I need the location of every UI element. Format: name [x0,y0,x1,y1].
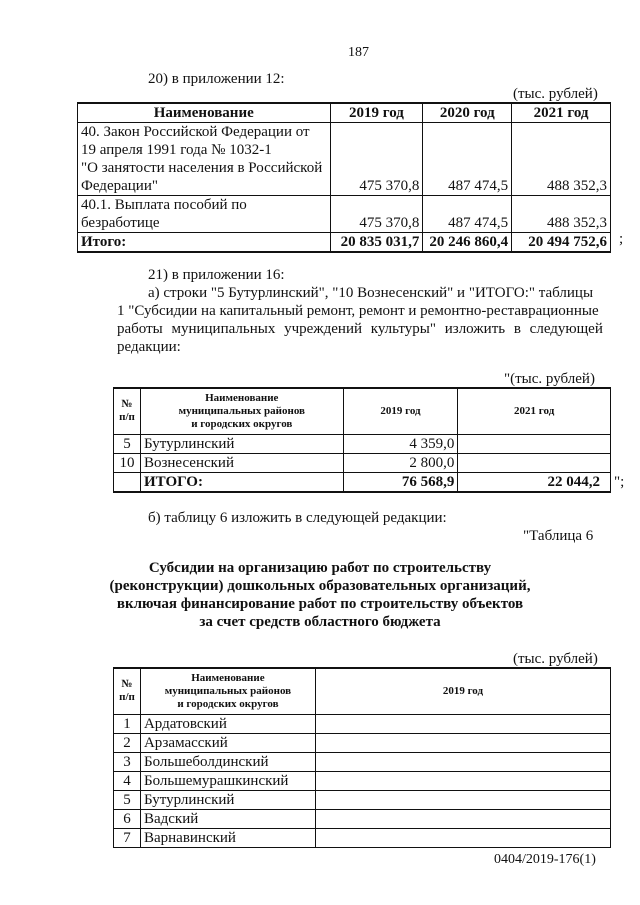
row-name-line: 40.1. Выплата пособий по [81,197,247,213]
row-num: 6 [114,809,141,828]
header-2019: 2019 год [315,668,610,714]
total-2020: 20 246 860,4 [423,233,512,253]
row-num: 3 [114,752,141,771]
table-row [114,453,611,472]
item21-trail: "; [614,474,625,490]
item20-unit: (тыс. рублей) [513,86,598,102]
row-name-cell [78,123,331,196]
header-2020: 2020 год [423,103,512,123]
appendix12-table [77,102,611,253]
row-name: Бутурлинский [140,790,315,809]
row-name: Арзамасский [140,733,315,752]
item-b-text: б) таблицу 6 изложить в следующей редакции: [148,510,447,526]
row-2019: 475 370,8 [330,196,423,233]
table-row [114,752,611,771]
row-2020: 487 474,5 [423,123,512,196]
row-value [315,790,610,809]
row-2021 [458,434,611,453]
row-value [315,714,610,733]
row-name: Большеболдинский [140,752,315,771]
total-2021: 20 494 752,6 [512,233,611,253]
header-2019: 2019 год [343,388,458,434]
total-row [78,233,611,253]
table-row [114,809,611,828]
row-name: Ардатовский [140,714,315,733]
row-name: Варнавинский [140,828,315,847]
header-2021: 2021 год [512,103,611,123]
total-2019: 76 568,9 [343,472,458,492]
row-2020: 487 474,5 [423,196,512,233]
row-value [315,828,610,847]
row-name-cell [78,196,331,233]
title-line: Субсидии на организацию работ по строительству [148,560,492,576]
culture-subsidies-table [113,387,611,493]
table6-unit: (тыс. рублей) [513,651,598,667]
row-name-line: безработице [81,215,160,231]
row-name-line: 40. Закон Российской Федерации от [81,124,310,140]
title-line: включая финансирование работ по строительству объектов [116,596,524,612]
row-value [315,771,610,790]
row-num: 10 [114,453,141,472]
row-2019: 4 359,0 [343,434,458,453]
paragraph-line: редакции: [117,339,181,355]
row-num: 4 [114,771,141,790]
row-num: 1 [114,714,141,733]
item21-unit: "(тыс. рублей) [504,371,595,387]
total-label: Итого: [78,233,331,253]
item21-paragraph [117,284,603,356]
header-name: Наименование муниципальных районов и городских округов [140,668,315,714]
header-name: Наименование [78,103,331,123]
row-value [315,752,610,771]
item21-heading: 21) в приложении 16: [148,267,285,283]
table6-label: "Таблица 6 [523,528,594,544]
table-header-row [78,103,611,123]
row-2021 [458,453,611,472]
paragraph-line: 1 "Субсидии на капитальный ремонт, ремонт и ремонтно-реставрационные [117,303,599,319]
row-name: Вадский [140,809,315,828]
total-2021: 22 044,2 [458,472,611,492]
row-name: Большемурашкинский [140,771,315,790]
table-row [114,771,611,790]
page-number: 187 [348,45,369,60]
row-2021: 488 352,3 [512,196,611,233]
row-2021: 488 352,3 [512,123,611,196]
row-num: 5 [114,434,141,453]
item20-trail: ; [619,231,624,247]
table-row [114,828,611,847]
table-row [78,123,611,196]
table-row [114,714,611,733]
table-row [114,790,611,809]
paragraph-line: работы муниципальных учреждений культуры" изложить в следующей [117,321,603,337]
item20-heading: 20) в приложении 12: [148,71,285,87]
total-label: ИТОГО: [140,472,343,492]
total-row [114,472,611,492]
header-2019: 2019 год [330,103,423,123]
table-header-row [114,388,611,434]
table6 [113,667,611,848]
header-name: Наименование муниципальных районов и городских округов [140,388,343,434]
header-num: № п/п [114,668,141,714]
row-num: 7 [114,828,141,847]
table-row [114,434,611,453]
row-num: 5 [114,790,141,809]
table-row [78,196,611,233]
row-name-line: Федерации" [81,178,158,194]
table6-title [100,559,540,631]
title-line: (реконструкции) дошкольных образовательных организаций, [109,578,531,594]
row-value [315,809,610,828]
paragraph-line: а) строки "5 Бутурлинский", "10 Вознесенский" и "ИТОГО:" таблицы [148,285,594,301]
row-value [315,733,610,752]
row-2019: 2 800,0 [343,453,458,472]
row-2019: 475 370,8 [330,123,423,196]
row-name-line: "О занятости населения в Российской [81,160,323,176]
row-name-line: 19 апреля 1991 года № 1032-1 [81,142,272,158]
table-row [114,733,611,752]
document-code: 0404/2019-176(1) [494,852,596,867]
table-header-row [114,668,611,714]
total-num [114,472,141,492]
header-num: № п/п [114,388,141,434]
header-2021: 2021 год [458,388,611,434]
total-2019: 20 835 031,7 [330,233,423,253]
title-line: за счет средств областного бюджета [199,614,441,630]
row-name: Бутурлинский [140,434,343,453]
row-num: 2 [114,733,141,752]
row-name: Вознесенский [140,453,343,472]
